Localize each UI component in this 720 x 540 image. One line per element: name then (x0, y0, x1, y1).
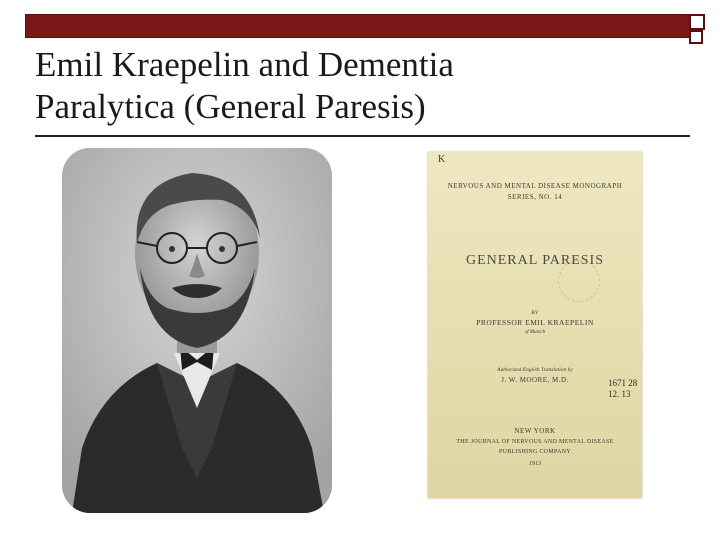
cover-series-line-2: SERIES, NO. 14 (507, 193, 563, 201)
general-paresis-book-cover (428, 152, 642, 498)
cover-call-number (608, 378, 637, 400)
call-number-line-2: 12. 13 (608, 389, 631, 399)
cover-translation-note: Authorized English Translation by (497, 367, 573, 373)
corner-square-icon (689, 14, 705, 30)
cover-by: BY (531, 311, 539, 316)
portrait-photo-icon (62, 148, 332, 513)
header-band (25, 14, 691, 38)
cover-publisher-line-2: PUBLISHING COMPANY (498, 449, 572, 455)
cover-series-line-1: NERVOUS AND MENTAL DISEASE MONOGRAPH (447, 182, 623, 190)
title-underline (35, 135, 690, 137)
cover-title: GENERAL PARESIS (465, 253, 605, 268)
cover-author: PROFESSOR EMIL KRAEPELIN (476, 318, 594, 327)
cover-year: 1913 (529, 461, 541, 467)
corner-square-small-icon (689, 30, 703, 44)
cover-publisher-line-1: THE JOURNAL OF NERVOUS AND MENTAL DISEASE (456, 439, 614, 445)
kraepelin-portrait (62, 148, 332, 513)
cover-translator: J. W. MOORE, M.D. (501, 376, 569, 384)
slide-title-line-2: Paralytica (General Paresis) (35, 87, 426, 126)
call-number-line-1: 1671 28 (608, 378, 638, 388)
cover-corner-mark: K (438, 154, 446, 165)
cover-place: NEW YORK (514, 427, 556, 435)
slide-title (35, 44, 655, 128)
slide-title-line-1: Emil Kraepelin and Dementia (35, 45, 454, 84)
cover-author-city: of Munich (524, 330, 546, 335)
